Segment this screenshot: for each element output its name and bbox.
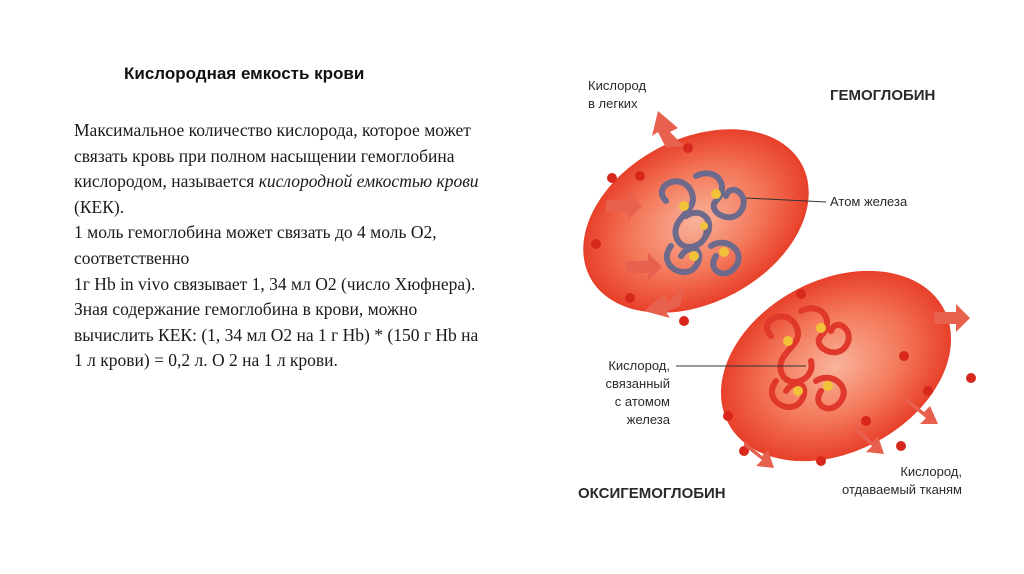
definition-text-start: Максимальное количество кислорода, которое может связать кровь при полном насыщении гемоглобина кислородом, называется <box>74 120 471 192</box>
label-bound-oxygen-line3: с атомом <box>614 394 670 409</box>
label-oxygen-in-lungs-line2: в легких <box>588 96 638 111</box>
hemoglobin-illustration <box>566 66 986 506</box>
slide-title: Кислородная емкость крови <box>124 64 365 83</box>
label-bound-oxygen-line4: железа <box>626 412 670 427</box>
label-bound-oxygen-line2: связанный <box>605 376 670 391</box>
label-bound-oxygen-line1: Кислород, <box>608 358 670 373</box>
paragraph-calculation: Зная содержание гемоглобина в крови, можно вычислить КЕК: (1, 34 мл О2 на 1 г Hb) * (150 г Hb на 1 л крови) = 0,2 л. О 2 на 1 л крови. <box>74 299 479 371</box>
hemoglobin-diagram-svg <box>566 66 986 506</box>
slide-body-text <box>74 118 484 374</box>
label-oxyhemoglobin: ОКСИГЕМОГЛОБИН <box>578 485 726 502</box>
label-oxygen-to-tissues-line2: отдаваемый тканям <box>842 482 962 497</box>
label-oxygen-to-tissues-line1: Кислород, <box>900 464 962 479</box>
paragraph-mole-ratio: 1 моль гемоглобина может связать до 4 моль О2, соответственно <box>74 222 437 268</box>
paragraph-hufner: 1г Hb in vivo связывает 1, 34 мл О2 (число Хюфнера). <box>74 273 476 294</box>
label-hemoglobin: ГЕМОГЛОБИН <box>830 87 936 104</box>
paragraph-definition <box>74 118 484 220</box>
definition-term: кислородной емкостью крови <box>258 171 479 192</box>
label-iron-atom: Атом железа <box>830 194 908 209</box>
label-oxygen-in-lungs-line1: Кислород <box>588 78 647 93</box>
definition-text-end: (КЕК). <box>74 196 125 217</box>
